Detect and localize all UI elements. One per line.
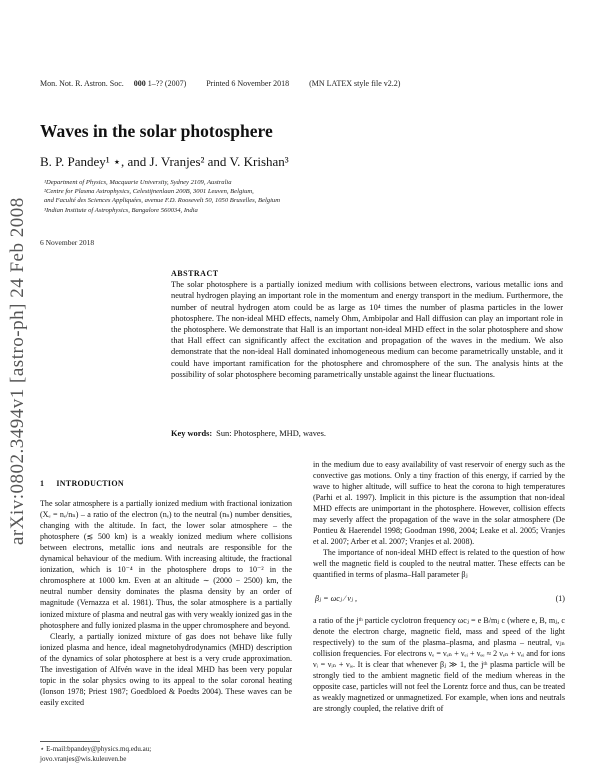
keywords-text: Sun: Photosphere, MHD, waves. [216,429,326,438]
intro-paragraph-2: Clearly, a partially ionized mixture of gas does not behave like fully ionized plasma and hence, ideal magnetohydrodynamics (MHD) description of the dynamics of solar photosphere at best is a very crude approximation. The investigation of Alfvén wave in the ideal MHD has been very popular topic in the solar physics owing to its appeal to the solar coronal heating (Ionson 1978; Priest 1987; Goedbloed & Poedts 2004). These waves can be easily excited [40,631,292,707]
affiliation-3: ³Indian Institute of Astrophysics, Bangalore 560034, India [44,206,198,214]
style-file-note: (MN LATEX style file v2.2) [309,79,401,88]
footnotes [40,745,151,764]
section-number: 1 [40,479,45,488]
affiliation-2: ²Centre for Plasma Astrophysics, Celestijnenlaan 200B, 3001 Leuven, Belgium, [44,188,254,196]
abstract-block [171,268,563,380]
footnote-rule [40,741,100,742]
affiliation-2b: and Faculté des Sciences Appliquées, avenue F.D. Roosevelt 50, 1050 Bruxelles, Belgium [44,197,280,205]
journal-pages: 1–?? (2007) [147,79,187,88]
arxiv-identifier: arXiv:0802.3494v1 [astro-ph] 24 Feb 2008 [7,197,28,545]
intro-paragraph-5: a ratio of the jᵗʰ particle cyclotron frequency ωcⱼ = e B/mⱼ c (where e, B, mⱼ, c denote the electron charge, magnetic field, mass and speed of the light respectively) to the sum of the plasma–plasma, and plasma – neutral, νⱼₙ collision frequencies. For electrons νₑ = νₑₙ + νₑᵢ + νₑₑ ≈ 2 νₑₙ + νₑᵢ and for ions νᵢ = νᵢₙ + νᵢₑ. It is clear that whenever βⱼ ≫ 1, the jᵗʰ plasma particle will be strongly tied to the ambient magnetic field of the medium whereas in the opposite case, particles will not feel the Lorentz force and thus, can be treated as weakly magnetized or unmagnetized. For example, when ions and neutrals are strongly coupled, the relative drift of [313,615,565,713]
paper-date: 6 November 2018 [40,238,95,247]
abstract-text: The solar photosphere is a partially ionized medium with collisions between electrons, various metallic ions and neutral hydrogen playing an important role in the momentum and energy transport in the medium. Furthermore, the number of neutral hydrogen atom could be as large as 10⁴ times the number of plasma particles in the lower photosphere. The non-ideal MHD effects, namely Ohm, Ambipolar and Hall diffusion can play an important role in the photosphere. We demonstrate that Hall is an important non-ideal MHD effect in the solar photosphere and show that Hall effect can significantly affect the excitation and propagation of the waves in the medium. We also demonstrate that the non-ideal Hall dominated inhomogeneous medium can become parametrically unstable, and it could have important ramification for the photosphere and chromosphere of the sun. The analysis hints at the possibility of solar photosphere becoming parametrically unstable against the linear fluctuations. [171,280,563,379]
affiliation-1: ¹Department of Physics, Macquarie University, Sydney 2109, Australia [44,179,232,186]
keywords-line [171,429,563,438]
paper-title: Waves in the solar photosphere [40,121,273,141]
left-column [40,478,292,708]
equation-1-number: (1) [555,593,565,603]
intro-paragraph-4: The importance of non-ideal MHD effect is related to the question of how well the magnetic field is coupled to the neutral matter. These effects can be quantified in terms of plasma–Hall parameter βⱼ [313,548,565,580]
footnote-email-1: ⋆ E-mail:bpandey@physics.mq.edu.au; [40,745,152,753]
section-heading [40,478,292,489]
author-list: B. P. Pandey¹ ⋆, and J. Vranjes² and V. Krishan³ [40,154,289,169]
intro-paragraph-3: in the medium due to easy availability of vast reservoir of energy such as the convective gas motions. Only a tiny fraction of this energy, if carried by the wave to higher altitude, will suffice to heat the corona to high temperatures (Parhi et al. 1997). Implicit in this picture is the assumption that non-ideal MHD effects are unimportant in the photosphere. However, collision effects may severly affect the propagation of the wave in the solar atmosphere (De Pontieu & Haerendel 1998; Goodman 1998, 2004; Leake et al. 2005; Vranjes et al. 2007; Arber et al. 2007; Vranjes et al. 2008). [313,460,565,547]
abstract-heading: ABSTRACT [171,269,219,278]
equation-1 [313,585,565,611]
intro-paragraph-1: The solar atmosphere is a partially ionized medium with fractional ionization (Xₑ = nₑ/nₙ) – a ratio of the electron (nₑ) to the neutral (nₙ) number densities, changing with the altitude. In fact, the lower solar atmosphere – the photosphere (≲ 500 km) is a weakly ionized medium where collisions between electrons, metallic ions and neutrals are responsible for the dynamical behaviour of the medium. With increasing altitude, the fractional ionization, which is 10⁻⁴ in the photosphere drops to 10⁻² in the chromosphere at 1000 km. Even at an altitude ∼ (2000 − 2500) km, the neutral number density dominates the plasma density by an order of magnitude (Vernazza et al. 1981). Thus, the solar atmosphere is a partially ionized mixture of plasma and neutral gas with very weakly ionized gas in the photosphere and fully ionized plasma in the upper chromosphere and beyond. [40,499,292,630]
running-header [40,79,560,88]
keywords-label: Key words: [171,429,213,438]
footnote-email-2: jovo.vranjes@wis.kuleuven.be [40,754,127,763]
journal-name: Mon. Not. R. Astron. Soc. [40,79,124,88]
affiliations [44,178,564,215]
journal-volume: 000 [133,79,146,88]
printed-date: Printed 6 November 2018 [206,79,290,88]
equation-1-expression: βⱼ = ωcⱼ ⁄ νⱼ , [315,593,358,603]
right-column [313,459,565,714]
section-title: INTRODUCTION [56,479,124,488]
